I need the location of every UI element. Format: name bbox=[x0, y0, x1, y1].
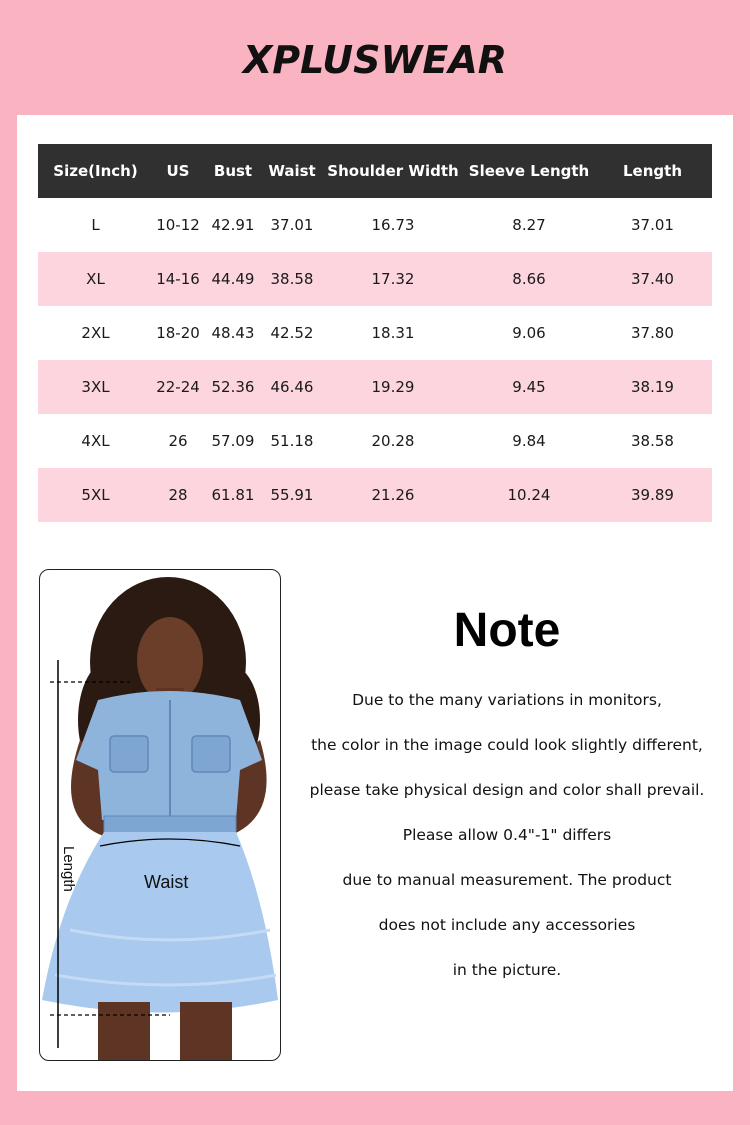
cell-size: 2XL bbox=[81, 324, 110, 342]
cell-waist: 42.52 bbox=[270, 324, 314, 342]
table-row bbox=[38, 360, 712, 414]
table-row bbox=[38, 198, 712, 252]
cell-bust: 57.09 bbox=[211, 432, 255, 450]
table-row bbox=[38, 414, 712, 468]
waist-label: Waist bbox=[144, 872, 189, 892]
length-label: Length bbox=[60, 846, 77, 892]
cell-bust: 52.36 bbox=[203, 360, 263, 414]
cell-length: 37.01 bbox=[631, 216, 674, 234]
header-waist: Waist bbox=[263, 144, 321, 198]
note-line: please take physical design and color shall prevail. bbox=[309, 781, 705, 799]
cell-size: 4XL bbox=[81, 432, 110, 450]
cell-size: XL bbox=[38, 252, 153, 306]
cell-sleeve-length: 8.27 bbox=[512, 216, 546, 234]
size-table bbox=[38, 144, 712, 522]
note-line: the color in the image could look slightly different, bbox=[311, 736, 703, 754]
table-row bbox=[38, 306, 712, 360]
cell-bust: 42.91 bbox=[211, 216, 255, 234]
table-header-row bbox=[38, 144, 712, 198]
cell-shoulder-width: 17.32 bbox=[321, 252, 465, 306]
cell-sleeve-length: 10.24 bbox=[465, 468, 593, 522]
note-line: Due to the many variations in monitors, bbox=[352, 691, 662, 709]
cell-shoulder-width: 18.31 bbox=[371, 324, 415, 342]
cell-waist: 37.01 bbox=[270, 216, 314, 234]
cell-length: 37.80 bbox=[631, 324, 674, 342]
cell-us: 10-12 bbox=[156, 216, 200, 234]
cell-us: 26 bbox=[168, 432, 188, 450]
cell-sleeve-length: 8.66 bbox=[465, 252, 593, 306]
cell-size: 3XL bbox=[38, 360, 153, 414]
header-bust: Bust bbox=[203, 144, 263, 198]
cell-us: 28 bbox=[153, 468, 203, 522]
cell-waist: 55.91 bbox=[263, 468, 321, 522]
cell-sleeve-length: 9.84 bbox=[512, 432, 546, 450]
note-line: in the picture. bbox=[452, 961, 562, 979]
note-title: Note bbox=[453, 604, 561, 657]
header-size: Size(Inch) bbox=[38, 144, 153, 198]
note-line: does not include any accessories bbox=[378, 916, 636, 934]
model-illustration bbox=[40, 570, 280, 1060]
cell-sleeve-length: 9.45 bbox=[465, 360, 593, 414]
cell-length: 38.19 bbox=[593, 360, 712, 414]
cell-length: 39.89 bbox=[593, 468, 712, 522]
cell-bust: 48.43 bbox=[211, 324, 255, 342]
header-sleeve-length: Sleeve Length bbox=[465, 144, 593, 198]
right-leg bbox=[180, 1002, 232, 1060]
header-shoulder-width: Shoulder Width bbox=[321, 144, 465, 198]
cell-waist: 38.58 bbox=[263, 252, 321, 306]
note-section bbox=[299, 593, 715, 993]
brand-logo: XPLUSWEAR bbox=[242, 38, 508, 82]
cell-waist: 51.18 bbox=[270, 432, 314, 450]
cell-us: 22-24 bbox=[153, 360, 203, 414]
cell-length: 38.58 bbox=[631, 432, 674, 450]
cell-shoulder-width: 16.73 bbox=[371, 216, 415, 234]
cell-size: L bbox=[91, 216, 100, 234]
cell-bust: 44.49 bbox=[203, 252, 263, 306]
cell-us: 14-16 bbox=[153, 252, 203, 306]
cell-size: 5XL bbox=[38, 468, 153, 522]
cell-waist: 46.46 bbox=[263, 360, 321, 414]
cell-shoulder-width: 19.29 bbox=[321, 360, 465, 414]
note-line: Please allow 0.4"-1" differs bbox=[402, 826, 612, 844]
cell-shoulder-width: 20.28 bbox=[371, 432, 415, 450]
left-leg bbox=[98, 1002, 150, 1060]
header-us: US bbox=[153, 144, 203, 198]
note-line: due to manual measurement. The product bbox=[342, 871, 672, 889]
cell-bust: 61.81 bbox=[203, 468, 263, 522]
cell-us: 18-20 bbox=[156, 324, 200, 342]
cell-length: 37.40 bbox=[593, 252, 712, 306]
cell-shoulder-width: 21.26 bbox=[321, 468, 465, 522]
cell-sleeve-length: 9.06 bbox=[512, 324, 546, 342]
model-photo bbox=[39, 569, 281, 1061]
size-chart-card bbox=[17, 115, 733, 1091]
header-length: Length bbox=[593, 144, 712, 198]
table-row bbox=[38, 468, 712, 522]
table-row bbox=[38, 252, 712, 306]
